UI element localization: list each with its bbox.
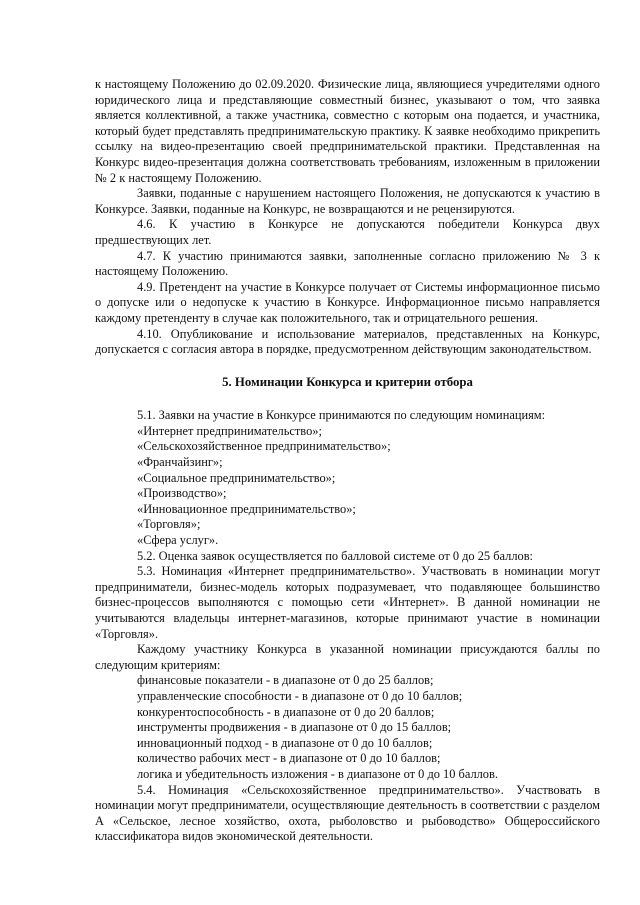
- nomination-item: «Инновационное предпринимательство»;: [137, 501, 356, 516]
- paragraph-criteria-intro: Каждому участнику Конкурса в указанной номинации присуждаются баллы по следующим критериям:: [95, 642, 600, 672]
- criteria-item: управленческие способности - в диапазоне от 0 до 10 баллов;: [137, 688, 463, 703]
- paragraph-4-6: 4.6. К участию в Конкурсе не допускаются победители Конкурса двух предшествующих лет.: [95, 217, 600, 247]
- nomination-item: «Сельскохозяйственное предпринимательство»;: [137, 439, 391, 454]
- criteria-item: инновационный подход - в диапазоне от 0 до 10 баллов;: [137, 735, 433, 750]
- nomination-item: «Франчайзинг»;: [137, 455, 223, 470]
- nomination-list: [95, 424, 600, 549]
- paragraph-continuation: к настоящему Положению до 02.09.2020. Физические лица, являющиеся учредителями одного юридического лица и представляющие совместный бизнес, указывают о том, что заявка является коллективной, а также участника, совместно с которым она подается, и участника, который будет представлять предпринимательскую практику. К заявке необходимо прикрепить ссылку на видео-презентацию своей предпринимательской практики. Представленная на Конкурс видео-презентация должна соответствовать требованиям, изложенным в приложении № 2 к настоящему Положению.: [95, 77, 600, 185]
- criteria-item: финансовые показатели - в диапазоне от 0 до 25 баллов;: [137, 673, 434, 688]
- nomination-item: «Торговля»;: [137, 517, 201, 532]
- paragraph-5-4: 5.4. Номинация «Сельскохозяйственное предпринимательство». Участвовать в номинации могут предприниматели, осуществляющие деятельность в соответствии с разделом А «Сельское, лесное хозяйство, охота, рыболовство и рыбоводство» Общероссийского классификатора видов экономической деятельности.: [95, 782, 600, 844]
- nomination-item: «Социальное предпринимательство»;: [137, 470, 336, 485]
- paragraph-rejection-note: Заявки, поданные с нарушением настоящего Положения, не допускаются к участию в Конкурсе. Заявки, поданные на Конкурс, не возвращаются и не рецензируются.: [95, 186, 600, 216]
- paragraph-4-10: 4.10. Опубликование и использование материалов, представленных на Конкурс, допускается с согласия автора в порядке, предусмотренном действующим законодательством.: [95, 326, 600, 357]
- paragraph-4-7: 4.7. К участию принимаются заявки, заполненные согласно приложению № 3 к настоящему Положению.: [95, 248, 600, 279]
- criteria-item: логика и убедительность изложения - в диапазоне от 0 до 10 баллов.: [137, 766, 498, 781]
- criteria-item: количество рабочих мест - в диапазоне от 0 до 10 баллов;: [137, 751, 441, 766]
- paragraph-4-9: 4.9. Претендент на участие в Конкурсе получает от Системы информационное письмо о допуске или о недопуске к участию в Конкурсе. Информационное письмо направляется каждому претенденту в случае как положительного, так и отрицательного решения.: [95, 279, 600, 325]
- section-heading: 5. Номинации Конкурса и критерии отбора: [222, 374, 473, 389]
- criteria-list: [95, 673, 600, 782]
- criteria-item: конкурентоспособность - в диапазоне от 0 до 20 баллов;: [137, 704, 435, 719]
- nomination-item: «Сфера услуг».: [137, 533, 219, 548]
- paragraph-5-3: 5.3. Номинация «Интернет предпринимательство». Участвовать в номинации могут предприниматели, бизнес-модель которых подразумевает, что подавляющее большинство бизнес-процессов выполняются с помощью сети «Интернет». В данной номинации не учитываются владельцы интернет-магазинов, которые принимают участие в номинации «Торговля».: [95, 564, 600, 641]
- nomination-item: «Производство»;: [137, 486, 227, 501]
- paragraph-5-2: 5.2. Оценка заявок осуществляется по балловой системе от 0 до 25 баллов:: [137, 548, 533, 563]
- paragraph-5-1: 5.1. Заявки на участие в Конкурсе принимаются по следующим номинациям:: [137, 408, 546, 423]
- nomination-item: «Интернет предпринимательство»;: [137, 423, 322, 438]
- document-body: [95, 77, 600, 845]
- criteria-item: инструменты продвижения - в диапазоне от 0 до 15 баллов;: [137, 720, 452, 735]
